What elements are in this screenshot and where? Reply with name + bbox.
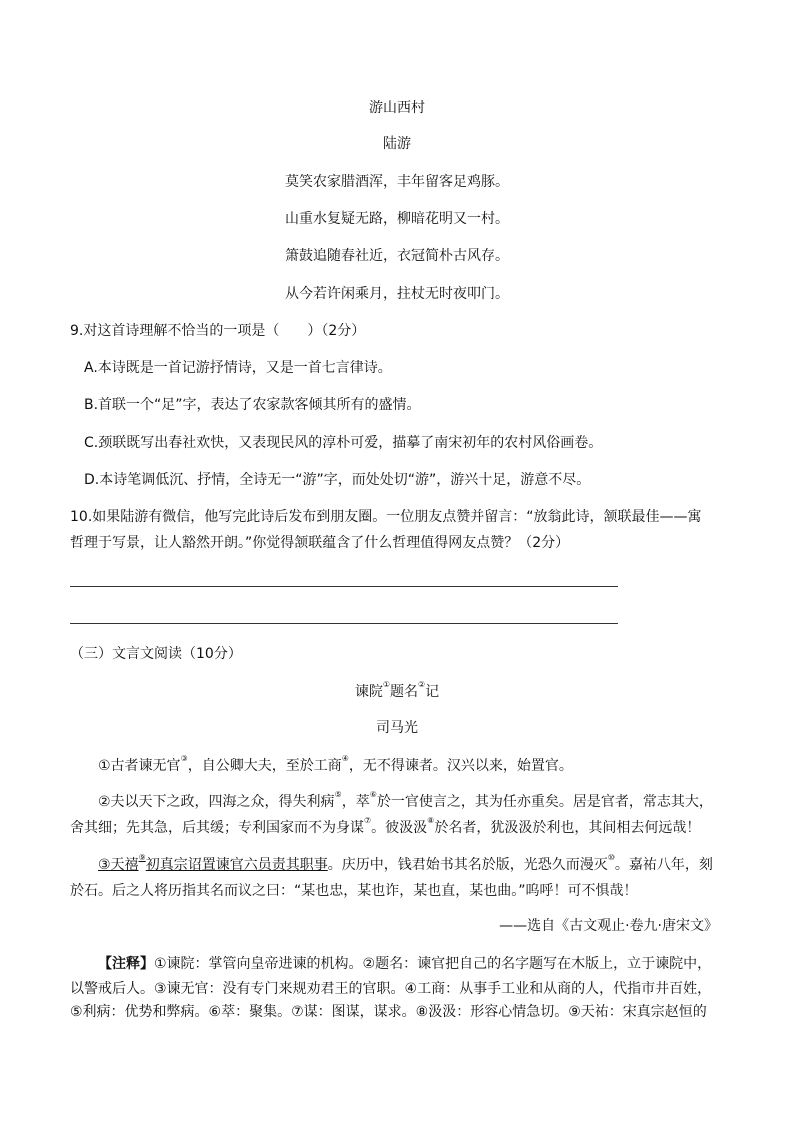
essay-paragraph-2-line-2 [70,818,700,838]
question-9-option-d: D.本诗笔调低沉、抒情，全诗无一“游”字，而处处切“游”，游兴十足，游意不尽。 [84,472,591,488]
question-9-option-b: B.首联一个“足”字，表达了农家款客倾其所有的盛情。 [84,397,421,413]
p3-text-c: 。嘉祐八年，刻 [614,857,713,873]
p3-underlined-a: ③天禧 [98,857,139,873]
note-ref-5: ⑤ [334,790,342,800]
p2-text-b: ，萃 [341,794,370,810]
note-ref-9: ⑨ [138,853,146,863]
notes-text-1: ①谏院：掌管向皇帝进谏的机构。②题名：谏官把自己的名字题写在木版上，立于谏院中， [154,956,712,972]
p1-text-a: ①古者谏无官 [98,758,181,774]
answer-line-2 [70,623,618,624]
poem-line-1: 莫笑农家腊酒浑，丰年留客足鸡豚。 [285,174,509,190]
poem-author: 陆游 [383,136,411,152]
note-ref-7: ⑦ [364,816,372,826]
note-ref-10: ⑩ [607,853,615,863]
note-ref-6: ⑥ [369,790,377,800]
essay-title-part-1: 谏院 [354,684,383,700]
essay-paragraph-1 [98,756,573,776]
essay-paragraph-2-line-1 [98,792,713,812]
essay-paragraph-3-line-1 [98,855,713,875]
note-ref-8: ⑧ [427,816,435,826]
poem-line-3: 箫鼓追随春社近，衣冠简朴古风存。 [285,248,509,264]
essay-paragraph-3-line-2: 於石。后之人将历指其名而议之曰：“某也忠，某也诈，某也直，某也曲。”呜呼！可不惧哉！ [70,883,638,899]
p2-text-d: 舍其细；先其急，后其缓；专利国家而不为身谋 [70,820,364,836]
notes-line-1 [98,954,711,974]
p3-text-b: 。庆历中，钱君始书其名於版，光恐久而漫灭 [327,857,608,873]
note-ref-2: ② [418,680,426,690]
notes-line-2: 以警戒后人。③谏无官：没有专门来规劝君王的官职。④工商：从事手工业和从商的人，代指市井百姓， [70,981,712,997]
poem-line-2: 山重水复疑无路，柳暗花明又一村。 [285,211,509,227]
poem-line-4: 从今若许闲乘月，拄杖无时夜叩门。 [285,286,509,302]
section-3-heading: （三）文言文阅读（10分） [70,646,242,662]
question-10-line-2: 哲理于写景，让人豁然开朗。”你觉得颔联蕴含了什么哲理值得网友点赞？（2分） [70,535,570,551]
essay-source: ——选自《古文观止·卷九·唐宋文》 [499,918,718,934]
notes-label: 【注释】 [98,956,154,972]
essay-author: 司马光 [376,720,418,736]
notes-line-3: ⑤利病：优势和弊病。⑥萃：聚集。⑦谋：图谋，谋求。⑧汲汲：形容心情急切。⑨天祐：宋真宗赵恒的 [70,1004,707,1020]
note-ref-4: ④ [341,754,349,764]
answer-line-1 [70,586,618,587]
essay-title-part-3: 记 [425,684,440,700]
poem-title: 游山西村 [369,100,425,116]
p2-text-f: 於名者，犹汲汲於利也，其间相去何远哉！ [434,820,701,836]
essay-title [0,682,794,702]
p2-text-a: ②夫以天下之政，四海之众，得失利病 [98,794,335,810]
question-9-option-c: C.颈联既写出春社欢快，又表现民风的淳朴可爱，描摹了南宋初年的农村风俗画卷。 [84,435,603,451]
note-ref-3: ③ [180,754,188,764]
p2-text-c: 於一官使言之，其为任亦重矣。居是官者，常志其大， [376,794,713,810]
question-9-option-a: A.本诗既是一首记游抒情诗，又是一首七言律诗。 [84,360,392,376]
question-9-stem: 9.对这首诗理解不恰当的一项是（ ）（2分） [70,323,366,339]
p1-text-c: ，无不得谏者。汉兴以来，始置官。 [348,758,573,774]
p3-underlined-b: 初真宗诏置谏官六员责其职事 [145,857,328,873]
question-10-line-1: 10.如果陆游有微信，他写完此诗后发布到朋友圈。一位朋友点赞并留言：“放翁此诗，颔联最佳——寓 [70,509,702,525]
p2-text-e: 。彼汲汲 [371,820,428,836]
p1-text-b: ，自公卿大夫，至於工商 [187,758,342,774]
note-ref-1: ① [382,680,390,690]
essay-title-part-2: 题名 [390,684,418,700]
